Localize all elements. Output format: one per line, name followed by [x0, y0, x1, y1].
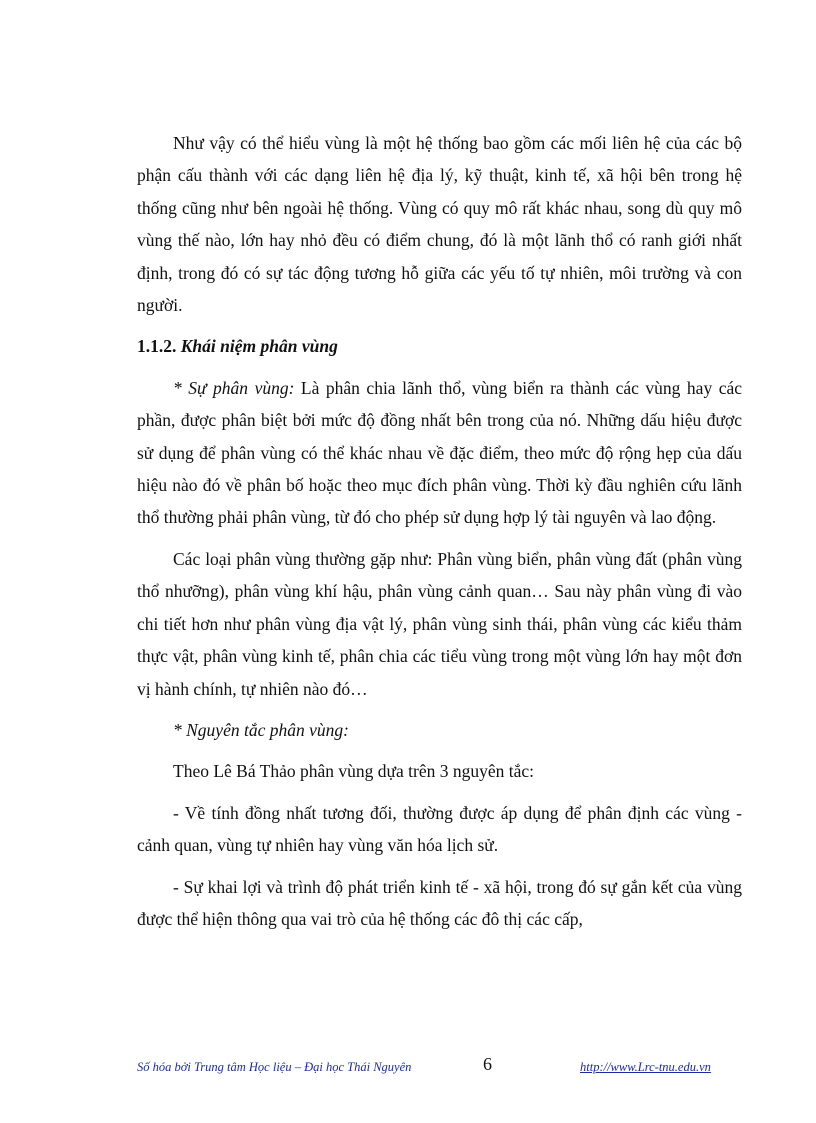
page-body — [137, 127, 742, 944]
section-title: Khái niệm phân vùng — [180, 336, 338, 357]
su-phan-vung-label: * Sự phân vùng: — [173, 377, 295, 398]
nguyen-tac-heading: * Nguyên tắc phân vùng: — [173, 719, 349, 740]
su-phan-vung-text: Là phân chia lãnh thổ, vùng biển ra thành các vùng hay các phần, được phân biệt bởi mức độ đồng nhất bên trong của nó. Những dấu hiệu được sử dụng để phân vùng có thể khác nhau về đặc điểm, theo mức độ rộng hẹp của dấu hiệu nào đó về phân bố hoặc theo mục đích phân vùng. Thời kỳ đầu nghiên cứu lãnh thổ thường phải phân vùng, từ đó cho phép sử dụng hợp lý tài nguyên và lao động. — [137, 377, 742, 528]
su-phan-vung-paragraph — [137, 372, 742, 534]
cac-loai-paragraph: Các loại phân vùng thường gặp như: Phân vùng biển, phân vùng đất (phân vùng thổ nhưỡng), phân vùng khí hậu, phân vùng cảnh quan… Sau này phân vùng đi vào chi tiết hơn như phân vùng địa vật lý, phân vùng sinh thái, phân vùng các kiểu thảm thực vật, phân vùng kinh tế, phân chia các tiểu vùng trong một vùng lớn hay một đơn vị hành chính, tự nhiên nào đó… — [137, 548, 742, 699]
intro-paragraph: Như vậy có thể hiểu vùng là một hệ thống bao gồm các mối liên hệ của các bộ phận cấu thành với các dạng liên hệ địa lý, kỹ thuật, kinh tế, xã hội bên trong hệ thống cũng như bên ngoài hệ thống. Vùng có quy mô rất khác nhau, song dù quy mô vùng thế nào, lớn hay nhỏ đều có điểm chung, đó là một lãnh thổ có ranh giới nhất định, trong đó có sự tác động tương hỗ giữa các yếu tố tự nhiên, môi trường và con người. — [137, 133, 742, 316]
theo-le-ba-thao-paragraph: Theo Lê Bá Thảo phân vùng dựa trên 3 nguyên tắc: — [173, 761, 534, 782]
principle-2-paragraph: - Sự khai lợi và trình độ phát triển kinh tế - xã hội, trong đó sự gắn kết của vùng được thể hiện thông qua vai trò của hệ thống các đô thị các cấp, — [137, 876, 742, 929]
footer-url-link[interactable]: http://www.Lrc-tnu.edu.vn — [580, 1060, 711, 1074]
footer-digitized-by: Số hóa bởi Trung tâm Học liệu – Đại học Thái Nguyên — [137, 1060, 412, 1074]
section-heading — [137, 330, 742, 362]
page-footer — [137, 1056, 742, 1080]
principle-1-paragraph: - Về tính đồng nhất tương đối, thường được áp dụng để phân định các vùng - cảnh quan, vùng tự nhiên hay vùng văn hóa lịch sử. — [137, 802, 742, 856]
section-number: 1.1.2. — [137, 336, 177, 357]
page-number: 6 — [483, 1054, 492, 1074]
